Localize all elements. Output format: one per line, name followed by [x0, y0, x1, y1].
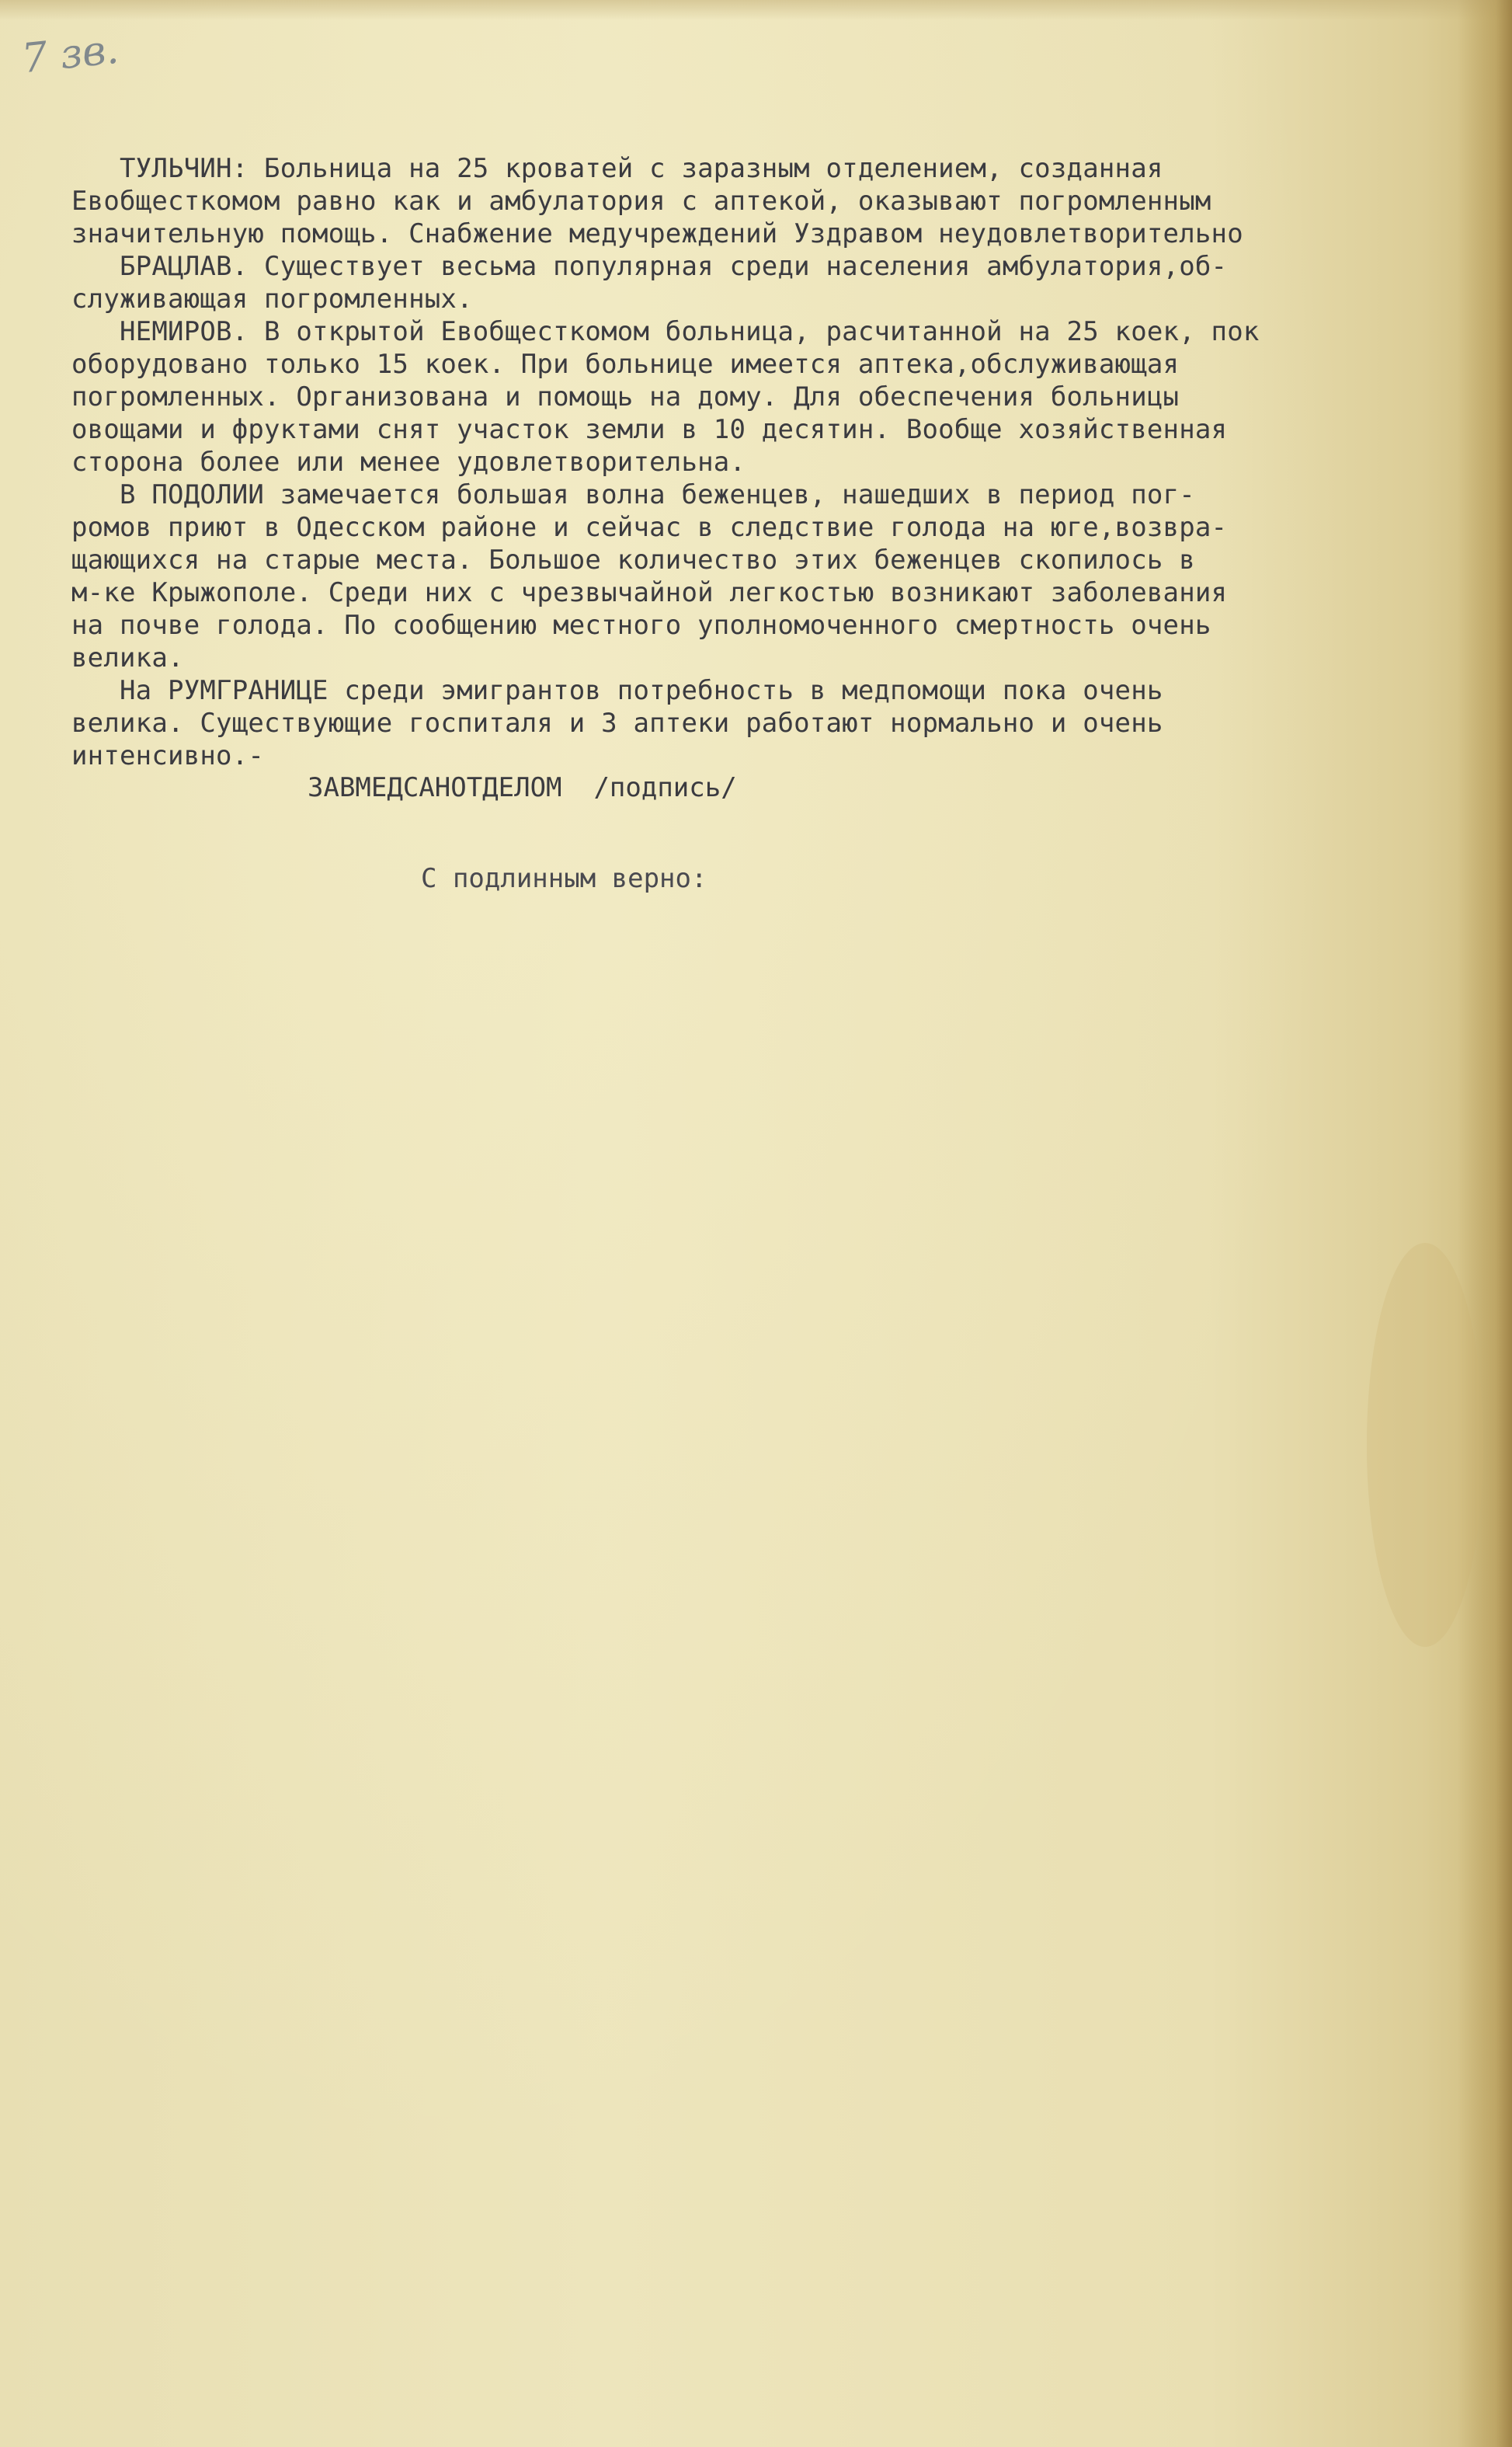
- archive-page-number: 7 зв.: [19, 26, 121, 83]
- text-line: В ПОДОЛИИ замечается большая волна беженцев, нашедших в период пог-: [71, 479, 1195, 510]
- text-line: ТУЛЬЧИН: Больница на 25 кроватей с заразным отделением, созданная: [71, 153, 1163, 184]
- text-line: овощами и фруктами снят участок земли в 10 десятин. Вообще хозяйственная: [71, 414, 1228, 445]
- text-line: служивающая погромленных.: [71, 284, 473, 315]
- text-line: щающихся на старые места. Большое количество этих беженцев скопилось в: [71, 545, 1195, 576]
- text-line: на почве голода. По сообщению местного уполномоченного смертность очень: [71, 610, 1211, 641]
- text-line: погромленных. Организована и помощь на дому. Для обеспечения больницы: [71, 381, 1180, 412]
- text-line: оборудовано только 15 коек. При больнице имеется аптека,обслуживающая: [71, 349, 1180, 380]
- text-line: ромов приют в Одесском районе и сейчас в следствие голода на юге,возвра-: [71, 512, 1228, 543]
- text-line: значительную помощь. Снабжение медучреждений Уздравом неудовлетворительно: [71, 218, 1243, 249]
- text-line: НЕМИРОВ. В открытой Евобщесткомом больница, расчитанной на 25 коек, пок: [71, 316, 1260, 347]
- text-line: сторона более или менее удовлетворительна.: [71, 447, 746, 478]
- typed-body-text: [71, 152, 1493, 772]
- paper-stain: [1367, 1243, 1483, 1647]
- paper-top-edge: [0, 0, 1512, 20]
- signature-line: ЗАВМЕДСАНОТДЕЛОМ /подпись/: [308, 772, 737, 803]
- text-line: На РУМГРАНИЦЕ среди эмигрантов потребность в медпомощи пока очень: [71, 675, 1163, 706]
- text-line: Евобщесткомом равно как и амбулатория с аптекой, оказывают погромленным: [71, 186, 1211, 217]
- text-line: велика.: [71, 642, 184, 674]
- text-line: велика. Существующие госпиталя и 3 аптеки работают нормально и очень: [71, 708, 1163, 739]
- text-line: м-ке Крыжополе. Среди них с чрезвычайной легкостью возникают заболевания: [71, 577, 1228, 608]
- text-line: БРАЦЛАВ. Существует весьма популярная среди населения амбулатория,об-: [71, 251, 1228, 282]
- text-line: интенсивно.-: [71, 740, 265, 771]
- certification-line: С подлинным верно:: [421, 863, 707, 894]
